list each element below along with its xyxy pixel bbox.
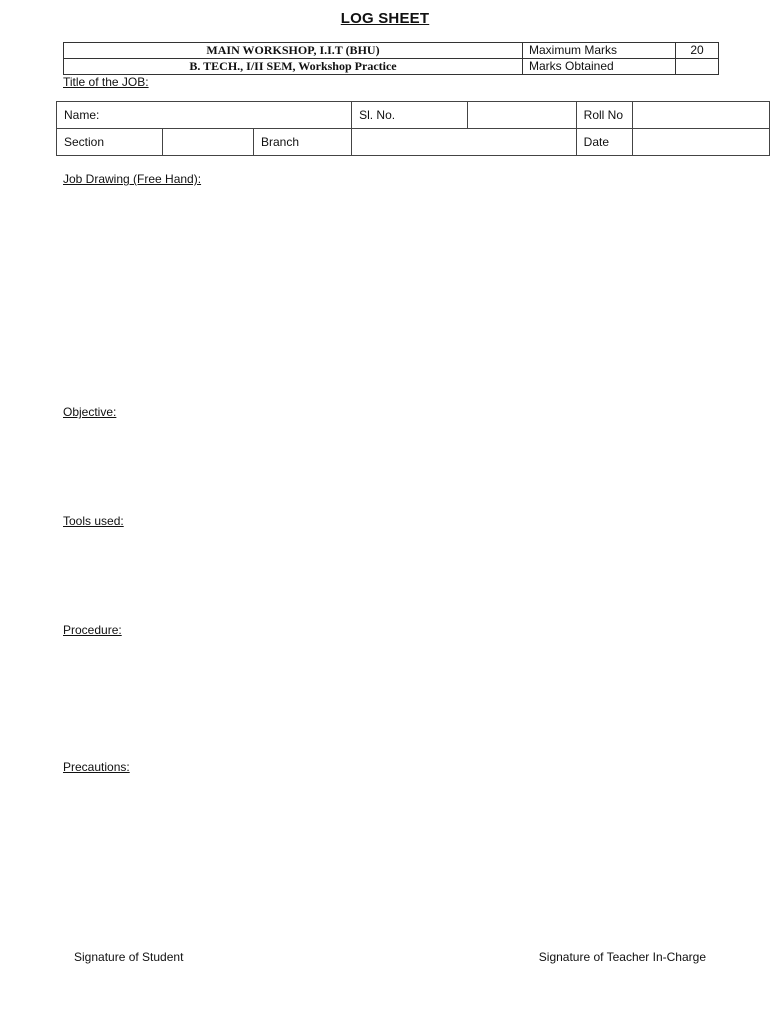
roll-no-field[interactable]: [632, 102, 769, 129]
branch-label: Branch: [253, 129, 351, 156]
marks-obtained-field[interactable]: [676, 59, 719, 75]
job-title-label: Title of the JOB:: [63, 75, 149, 89]
procedure-heading: Procedure:: [63, 623, 122, 637]
institution-line-2: B. TECH., I/II SEM, Workshop Practice: [64, 59, 523, 75]
objective-heading: Objective:: [63, 405, 117, 419]
teacher-signature-label: Signature of Teacher In-Charge: [538, 950, 706, 964]
student-info-table: [56, 101, 770, 156]
date-label: Date: [576, 129, 632, 156]
sl-no-field[interactable]: [467, 102, 576, 129]
name-label: Name:: [57, 102, 352, 129]
max-marks-label: Maximum Marks: [523, 43, 676, 59]
date-field[interactable]: [632, 129, 769, 156]
precautions-heading: Precautions:: [63, 760, 130, 774]
institution-line-1: MAIN WORKSHOP, I.I.T (BHU): [64, 43, 523, 59]
header-table: [63, 42, 719, 75]
section-field[interactable]: [163, 129, 254, 156]
sl-no-label: Sl. No.: [352, 102, 468, 129]
tools-used-heading: Tools used:: [63, 514, 124, 528]
max-marks-value: 20: [676, 43, 719, 59]
marks-obtained-label: Marks Obtained: [523, 59, 676, 75]
branch-field[interactable]: [352, 129, 577, 156]
job-drawing-heading: Job Drawing (Free Hand):: [63, 172, 202, 186]
student-signature-label: Signature of Student: [74, 950, 184, 964]
page-title: LOG SHEET: [340, 10, 430, 27]
section-label: Section: [57, 129, 163, 156]
roll-no-label: Roll No: [576, 102, 632, 129]
